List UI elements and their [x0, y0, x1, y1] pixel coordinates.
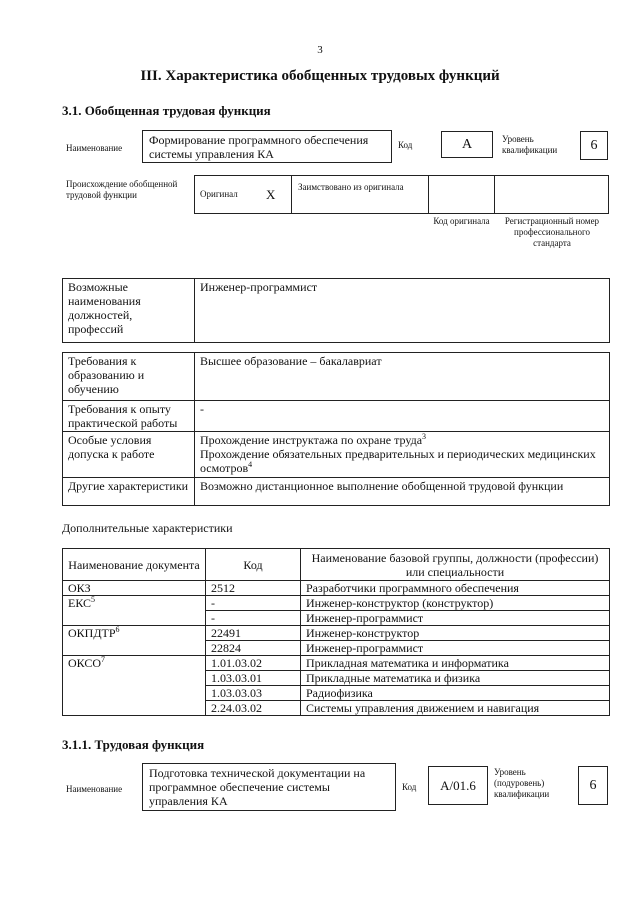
table-row — [63, 581, 610, 596]
requirement-label: Особые условия допуска к работе — [63, 432, 195, 478]
requirement-text: Прохождение инструктажа по охране труда — [200, 433, 423, 447]
specialty-cell: Прикладная математика и информатика — [301, 656, 610, 671]
footnote-mark: 6 — [115, 625, 120, 634]
positions-value: Инженер-программист — [195, 279, 610, 343]
specialty-cell: Радиофизика — [301, 686, 610, 701]
original-mark: X — [266, 187, 276, 202]
specialty-cell: Инженер-программист — [301, 611, 610, 626]
requirement-label: Требования к образованию и обучению — [63, 353, 195, 401]
requirement-row — [63, 478, 610, 506]
subsection-title: 3.1.1. Трудовая функция — [62, 737, 205, 752]
code-cell: 22491 — [206, 626, 301, 641]
requirement-line — [200, 433, 604, 447]
requirement-text: - — [200, 402, 204, 416]
specialty-cell: Инженер-конструктор — [301, 626, 610, 641]
document-name-cell — [63, 656, 206, 716]
original-label: Оригинал — [200, 189, 238, 199]
document-name-cell — [63, 596, 206, 626]
header-code: Код — [206, 549, 301, 581]
requirement-value — [195, 432, 610, 478]
code-cell: 22824 — [206, 641, 301, 656]
reg-number-cell — [494, 175, 609, 214]
requirement-text: Прохождение обязательных предварительных и периодических медицинских осмотров — [200, 447, 596, 475]
requirement-line — [200, 354, 604, 368]
specialty-cell: Инженер-конструктор (конструктор) — [301, 596, 610, 611]
additional-title: Дополнительные характеристики — [62, 521, 233, 535]
sub-qualification-level: 6 — [578, 766, 608, 805]
document-name: ОКСО — [68, 656, 102, 670]
document-name: ЕКС — [68, 596, 92, 610]
sub-code-label: Код — [402, 782, 417, 792]
section-title: 3.1. Обобщенная трудовая функция — [62, 103, 271, 118]
requirements-table — [62, 352, 610, 506]
code-cell: - — [206, 611, 301, 626]
qualification-level: 6 — [580, 131, 608, 160]
requirement-value — [195, 353, 610, 401]
code-cell: 2.24.03.02 — [206, 701, 301, 716]
sub-function-name: Подготовка технической документации на программное обеспечение системы управления КА — [149, 766, 366, 808]
table-row — [63, 596, 610, 611]
additional-table — [62, 548, 610, 716]
code-original-cell — [428, 175, 495, 214]
code-cell: 1.03.03.03 — [206, 686, 301, 701]
positions-table — [62, 278, 610, 343]
reg-number-caption: Регистрационный номер профессионального стандарта — [504, 216, 600, 248]
sub-name-label: Наименование — [66, 784, 123, 794]
requirement-text: Возможно дистанционное выполнение обобщенной трудовой функции — [200, 479, 564, 493]
name-label: Наименование — [66, 143, 123, 153]
header-doc: Наименование документа — [63, 549, 206, 581]
function-name: Формирование программного обеспечения системы управления КА — [149, 133, 369, 161]
code-cell: 2512 — [206, 581, 301, 596]
requirement-line — [200, 402, 604, 416]
code-original-caption: Код оригинала — [433, 216, 490, 226]
code-cell: 1.03.03.01 — [206, 671, 301, 686]
positions-label: Возможные наименования должностей, профессий — [63, 279, 195, 343]
document-name: ОКЗ — [68, 581, 91, 595]
requirement-line — [200, 479, 604, 493]
sub-level-label: Уровень (подуровень) квалификации — [494, 767, 550, 799]
specialty-cell: Прикладные математика и физика — [301, 671, 610, 686]
table-row — [63, 626, 610, 641]
requirement-value — [195, 401, 610, 432]
borrowed-cell — [291, 175, 429, 214]
requirement-row — [63, 401, 610, 432]
code-cell: - — [206, 596, 301, 611]
requirement-value — [195, 478, 610, 506]
requirement-row — [63, 353, 610, 401]
document-name-cell — [63, 581, 206, 596]
sub-function-code: A/01.6 — [428, 766, 488, 805]
requirement-label: Требования к опыту практической работы — [63, 401, 195, 432]
sub-function-name-box — [142, 763, 396, 811]
requirement-row — [63, 432, 610, 478]
function-code: A — [441, 131, 493, 158]
page-heading: III. Характеристика обобщенных трудовых функций — [140, 68, 500, 84]
footnote-mark: 7 — [101, 655, 106, 664]
page-number: 3 — [317, 44, 323, 56]
origin-label: Происхождение обобщенной трудовой функции — [66, 179, 178, 200]
code-cell: 1.01.03.02 — [206, 656, 301, 671]
document-name-cell — [63, 626, 206, 656]
footnote-mark: 3 — [422, 432, 427, 441]
footnote-mark: 4 — [248, 460, 253, 469]
specialty-cell: Разработчики программного обеспечения — [301, 581, 610, 596]
requirement-line — [200, 447, 604, 475]
footnote-mark: 5 — [91, 595, 96, 604]
specialty-cell: Системы управления движением и навигация — [301, 701, 610, 716]
code-label: Код — [398, 140, 413, 150]
function-name-box — [142, 130, 392, 163]
header-name: Наименование базовой группы, должности (профессии) или специальности — [301, 549, 610, 581]
specialty-cell: Инженер-программист — [301, 641, 610, 656]
borrowed-label: Заимствовано из оригинала — [298, 182, 404, 192]
original-cell — [194, 175, 292, 214]
document-name: ОКПДТР — [68, 626, 116, 640]
requirement-text: Высшее образование – бакалавриат — [200, 354, 382, 368]
level-label: Уровень квалификации — [502, 134, 558, 155]
table-row — [63, 656, 610, 671]
requirement-label: Другие характеристики — [63, 478, 195, 506]
